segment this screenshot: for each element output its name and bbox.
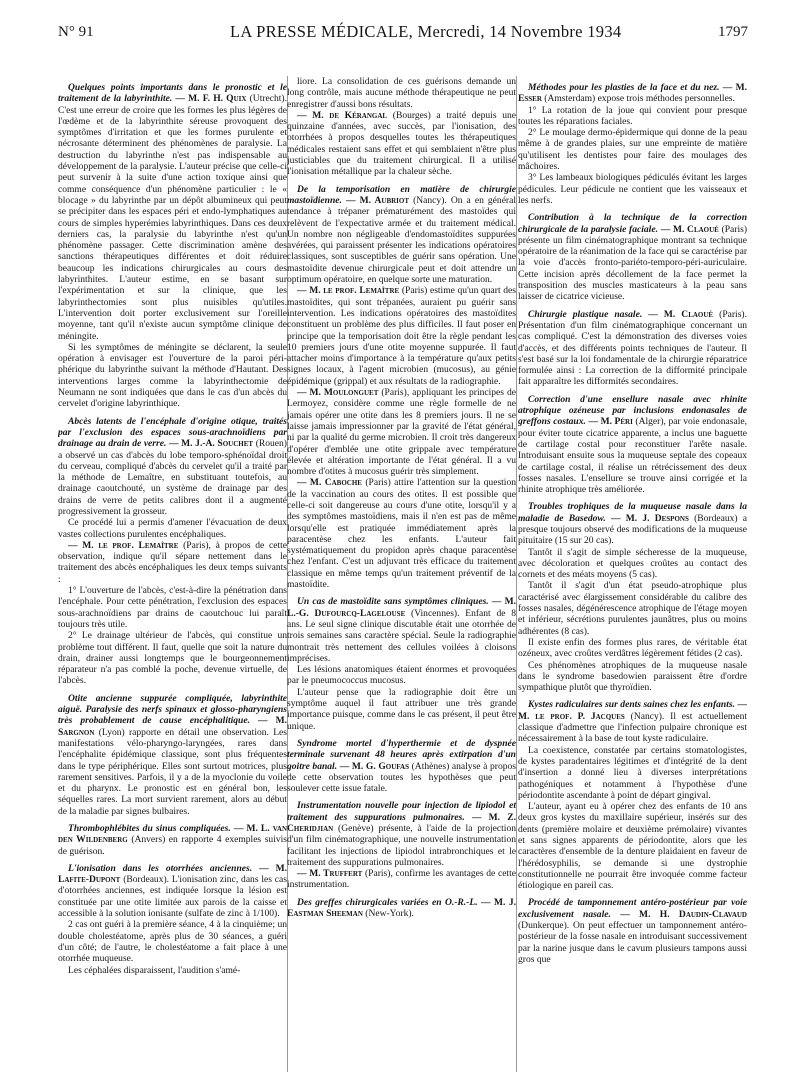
body-text: (Nancy). Il est actuellement classique d'admettre que l'infection pulpaire chronique est nécessairement à la base de tout kyste radiculaire. bbox=[518, 710, 747, 745]
article-paragraph-with-heading bbox=[518, 699, 747, 744]
article-heading: Chirurgie plastique nasale. bbox=[528, 308, 643, 320]
article-paragraph bbox=[518, 172, 747, 206]
article-paragraph bbox=[287, 477, 516, 590]
body-text: (Paris), à propos de cette observation, indique qu'il sépare nettement dans le traitement des abcès encéphaliques les deux temps suivants : bbox=[58, 539, 287, 585]
body-text: 2° Le drainage ultérieur de l'abcès, qui constitue un problème tout différent. Il faut, quelle que soit la nature du drain, drainer aussi longtemps que le bourgeonnement réparateur n'a pas comblé la poche, devenue virtuelle, de l'abcès. bbox=[58, 630, 287, 687]
body-text: (Paris) estime qu'un quart des mastoïdites, qui sont trépanées, auraient pu guérir sans intervention. Les indications opératoires des mastoïdites constituent un problème des plus difficiles. Il faut poser en principe que la temporisation doit être la règle pendant les 10 premiers jours d'une otite moyenne suppurée. Il faut attacher moins d'importance à la température qu'aux petits signes locaux, à l'agent microbien (mucosus), au génie épidémique (grippal) et aux résultats de la radiographie. bbox=[287, 285, 516, 387]
article-paragraph bbox=[518, 127, 747, 172]
article-paragraph-with-heading bbox=[518, 309, 747, 388]
column-divider bbox=[516, 76, 517, 1072]
body-text: 3° Les lambeaux biologiques pédiculés évitant les larges pédicules. Leur pédicule ne contient que les vaisseaux et les nerfs. bbox=[518, 172, 747, 206]
author-name: — M. Z. Cheridjian bbox=[287, 811, 516, 834]
article-heading: Otite ancienne suppurée compliquée, labyrinthite aiguë. Paralysie des nerfs spinaux et glosso-pharyngiens très probablement de cause encéphalitique. bbox=[58, 692, 287, 727]
author-name: — M. le prof. Lemaître bbox=[297, 285, 400, 297]
article-heading: Contribution à la technique de la correction chirurgicale de la paralysie faciale. bbox=[518, 212, 747, 235]
article-heading: Correction d'une ensellure nasale avec rhinite atrophique ozéneuse par inclusions endonasales de greffons costaux. bbox=[518, 393, 747, 428]
article-paragraph-with-heading bbox=[58, 863, 287, 919]
body-text: Ce procédé lui a permis d'amener l'évacuation de deux vastes collections purulentes encéphaliques. bbox=[58, 517, 287, 540]
body-text: Les céphalées disparaissent, l'audition s'amé- bbox=[68, 964, 241, 976]
body-text: 2 cas ont guéri à la première séance, 4 à la cinquième; un double cholestéatome, après plus de 30 séances, a guéri d'un côté; de l'autre, le cholestéatome a fait place à une otorrhée muqueuse. bbox=[58, 919, 287, 965]
article-heading: Méthodes pour les plasties de la face et du nez. bbox=[528, 82, 720, 93]
article-paragraph bbox=[58, 342, 287, 410]
article-heading: Kystes radiculaires sur dents saines chez les enfants. bbox=[528, 699, 735, 711]
article-paragraph bbox=[58, 919, 287, 964]
author-name: — M. Aubriot bbox=[345, 194, 410, 206]
body-text: 1° L'ouverture de l'abcès, c'est-à-dire la pénétration dans l'encéphale. Pour cette pénétration, l'exclusion des espaces sous-arachnoïdiens par drains de caoutchouc lui paraît toujours très utile. bbox=[58, 585, 287, 630]
column-left bbox=[58, 76, 287, 1074]
author-name: — M. F. H. Quix bbox=[175, 93, 247, 105]
body-text: (Paris) attire l'attention sur la question de la vaccination au cours des otites. Il est possible que celle-ci soit dangereuse au cours d'une otite, lorsqu'il y a des symptômes mastoïdiens, mais il n'en est pas de même lorsqu'elle est pratiquée immédiatement après la paracentèse chez les enfants. L'auteur fait systématiquement du propidon après chaque paracentèse chez l'enfant. C'est un adjuvant très efficace du traitement classique en même temps qu'un traitement préventif de la mastoïdite. bbox=[287, 477, 516, 591]
article-paragraph bbox=[287, 664, 516, 687]
article-paragraph-with-heading bbox=[58, 693, 287, 817]
body-text: (Vincennes). Enfant de 8 ans. Le seul signe clinique discutable était une otorrhée de trois semaines sans caractère spécial. Seule la radiographie montrait très nettement des cellules voilées à cloisons imprécises. bbox=[287, 607, 516, 664]
article-paragraph bbox=[518, 801, 747, 891]
body-text: (Anvers) en rapporte 4 exemples suivis de guérison. bbox=[58, 834, 287, 857]
body-text: Les lésions anatomiques étaient énormes et provoquées par le pneumococcus mucosus. bbox=[287, 664, 516, 687]
author-name: — M. le prof. Lemaître bbox=[68, 539, 179, 551]
body-text: Si les symptômes de méningite se déclarent, la seule opération à envisager est l'ouverture de la paroi péri-phérique du labyrinthe suivant la méthode d'Hautant. Des interventions larges comme la labyrinthectomie de Neumann ne sont indiquées que dans le cas d'un abcès du cervelet d'origine labyrinthique. bbox=[58, 341, 287, 410]
column-right bbox=[518, 76, 747, 1074]
article-paragraph-with-heading bbox=[518, 212, 747, 302]
article-heading: Quelques points importants dans le pronostic et le traitement de la labyrinthite. bbox=[58, 82, 287, 105]
article-paragraph bbox=[287, 687, 516, 732]
body-text: L'auteur, ayant eu à opérer chez des enfants de 10 ans deux gros kystes du maxillaire supérieur, insérés sur des dents (première molaire et deuxième prémolaire) vivantes et sans signes apparents de périodontite, alors que les caractères d'ensemble de la denture plaidaient en faveur de l'hérédosyphilis, se demande si une dystrophie constitutionnelle ne pourrait être invoquée comme facteur étiologique en pareil cas. bbox=[518, 801, 747, 892]
author-name: — M. Moulonguet bbox=[297, 387, 379, 399]
article-paragraph-with-heading bbox=[287, 184, 516, 286]
author-name: — M. J. Eastman Sheeman bbox=[287, 896, 516, 920]
article-paragraph-with-heading bbox=[287, 596, 516, 664]
author-name: — M. de Kérangal bbox=[297, 109, 388, 121]
author-name: — M. Esser bbox=[518, 82, 747, 105]
author-name: — M. G. Goufas bbox=[339, 760, 409, 772]
article-paragraph-with-heading bbox=[58, 823, 287, 857]
article-paragraph-with-heading bbox=[518, 897, 747, 965]
body-text: (Genève) présente, à l'aide de la projection d'un film cinématographique, une nouvelle instrumentation facilitant les injections de lipiodol intrabronchiques et le traitement des suppurations pulmonaires. bbox=[287, 823, 516, 868]
issue-number: N° 91 bbox=[58, 24, 94, 40]
article-heading: Troubles trophiques de la muqueuse nasale dans la maladie de Basedow. bbox=[518, 501, 747, 524]
article-paragraph-with-heading bbox=[287, 738, 516, 794]
body-text: (Rouen) a observé un cas d'abcès du lobe temporo-sphénoïdal droit du cerveau, compliqué d'abcès du cervelet qu'il a traité par la méthode de Lemaître, en substituant toutefois, au drainage caoutchouté, un système de drainage par des drains de verre de petits calibres dont il a augmenté progressivement la grosseur. bbox=[58, 438, 287, 517]
body-text: (Dunkerque). On peut effectuer un tamponnement antéro-postérieur de la fosse nasale en introduisant successivement par la narine jusque dans le cavum plusieurs tampons aussi gros que bbox=[518, 920, 747, 965]
journal-title: LA PRESSE MÉDICALE, Mercredi, 14 Novembre 1934 bbox=[230, 22, 622, 41]
article-heading: L'ionisation dans les otorrhées anciennes. bbox=[68, 862, 253, 874]
article-heading: Instrumentation nouvelle pour injection de lipiodol et traitement des suppurations pulmonaires. bbox=[287, 800, 516, 823]
article-paragraph-with-heading bbox=[287, 800, 516, 868]
body-text: (Lyon) rapporte en détail une observation. Les manifestations vélo-pharyngo-laryngées, rares dans l'encéphalite épidémique classique, sont plus fréquentes dans le type périphérique. Elles sont surtout motrices, plus rarement sensitives. Parfois, il y a de la myoclonie du voile et du pharynx. Le pronostic est en général bon, les séquelles rares. La mort survient rarement, alors au début de la maladie par signes bulbaires. bbox=[58, 726, 287, 817]
body-text: 1° La rotation de la joue qui convient pour presque toutes les réparations faciales. bbox=[518, 104, 747, 127]
article-paragraph bbox=[287, 285, 516, 387]
article-paragraph bbox=[287, 110, 516, 178]
body-text: (New-York). bbox=[365, 908, 414, 920]
article-paragraph bbox=[287, 868, 516, 891]
author-name: — M. Truffert bbox=[297, 868, 363, 880]
body-text: Ces phénomènes atrophiques de la muqueuse nasale dans le syndrome basedowien paraissent être d'ordre sympathique plutôt que thyroïdien. bbox=[518, 659, 747, 694]
article-paragraph bbox=[518, 580, 747, 636]
body-text: L'auteur pense que la radiographie doit être un symptôme auquel il faut attribuer une très grande importance puisque, comme dans le cas présent, il peut être unique. bbox=[287, 686, 516, 732]
article-paragraph-with-heading bbox=[287, 897, 516, 920]
body-text: (Athènes) analyse à propos de cette observation toutes les hypothèses que peut soulever cette issue fatale. bbox=[287, 760, 516, 795]
body-text: 2° Le moulage dermo-épidermique qui donne de la peau même à de grandes plaies, sur une empreinte de matière qu'utilisent les dentistes pour faire des moulages des mâchoires. bbox=[518, 127, 747, 173]
author-name: — M. le prof. P. Jacques bbox=[518, 699, 747, 722]
article-heading: Procédé de tamponnement antéro-postérieur par voie exclusivement nasale. bbox=[518, 897, 747, 920]
body-text: (Bourges) a traité depuis une quinzaine d'années, avec succès, par l'ionisation, des otorrhées à propos desquelles toutes les thérapeutiques médicales restaient sans effet et qui semblaient n'être plus justiciables que du traitement chirurgical. Il a utilisé l'ionisation métallique par la chaleur sèche. bbox=[287, 109, 516, 178]
body-text: (Paris). Présentation d'un film cinématographique concernant un cas compliqué. C'est la démonstration des diverses voies d'accès, et des différents points techniques de l'auteur. Il s'est basé sur la loi fondamentale de la chirurgie réparatrice formulée ainsi : La correction de la difformité principale fait apparaître les difformités secondaires. bbox=[518, 308, 747, 388]
author-name: — M. J. Despons bbox=[610, 512, 689, 524]
body-text: (Amsterdam) expose trois méthodes personnelles. bbox=[544, 93, 735, 105]
article-paragraph bbox=[287, 387, 516, 477]
author-name: — M. Lafite-Dupont bbox=[58, 862, 287, 886]
article-heading: Abcès latents de l'encéphale d'origine otique, traités par l'exclusion des espaces sous-arachnoïdiens par drainage au drain de verre. bbox=[58, 415, 287, 450]
article-paragraph bbox=[518, 660, 747, 694]
body-text: (Alger), par voie endonasale, pour éviter toute cicatrice apparente, a inclus une baguette de cartilage costal pour reconstituer l'arête nasale. Introduisant ensuite sous la muqueuse septale des copeaux de cartilage costal, il réalise un rétrécissement des deux fosses nasales. L'ensellure se trouve ainsi corrigée et la rhinite atrophique très améliorée. bbox=[518, 416, 747, 496]
column-middle bbox=[287, 76, 516, 1074]
body-text: Tantôt il s'agit d'un état pseudo-atrophique plus caractérisé avec élargissement considérable du calibre des fosses nasales, dégénérescence atrophique de l'étage moyen et inférieur, sécrétions purulentes jaunâtres, plus ou moins adhérentes (8 cas). bbox=[518, 580, 747, 637]
article-heading: Un cas de mastoïdite sans symptômes cliniques. bbox=[297, 596, 489, 608]
body-text: Tantôt il s'agit de simple sécheresse de la muqueuse, avec décoloration et quelques croûtes au contact des cornets et des méats moyens (5 cas). bbox=[518, 546, 747, 581]
article-paragraph bbox=[58, 540, 287, 585]
article-paragraph bbox=[58, 517, 287, 540]
article-paragraph bbox=[518, 745, 747, 801]
article-paragraph bbox=[518, 547, 747, 581]
author-name: — M. L. van den Wildenberg bbox=[58, 823, 287, 846]
article-paragraph-with-heading bbox=[518, 394, 747, 496]
article-paragraph-with-heading bbox=[58, 82, 287, 342]
body-text: La coexistence, constatée par certains stomatologistes, de kystes paradentaires légitimes et d'intégrité de la dent d'insertion a donné lieu à diverses interprétations pathogéniques et notamment à l'hypothèse d'une périodontite ascendante à point de départ gingival. bbox=[518, 744, 747, 801]
body-text: (Paris) présente un film cinématographique montrant sa technique opératoire de la réanimation de la face qui se caractérise par la voie d'accès fronto-pariéto-temporo-péri-auriculaire. Cette incision après décollement de la face permet la transposition des muscles masticateurs à la peau sans laisser de cicatrice vicieuse. bbox=[518, 223, 747, 303]
article-paragraph-with-heading bbox=[518, 501, 747, 546]
article-paragraph-with-heading bbox=[518, 82, 747, 105]
article-heading: Syndrome mortel d'hyperthermie et de dyspnée terminale survenant 48 heures après extirpation d'un goitre banal. bbox=[287, 737, 516, 772]
article-heading: Des greffes chirurgicales variées en O.-R.-L. bbox=[297, 896, 478, 908]
page-header bbox=[58, 16, 748, 46]
body-text: (Paris), appliquant les principes de Lermoyez, considère comme une règle formelle de ne jamais opérer une otite dans les 8 premiers jours. Il ne se laisse jamais impressionner par la gravité de l'état général, ni par la qualité du germe microbien. Il croit très dangereux d'opérer d'emblée une otite grippale avec température élevée et altération importante de l'état général. Il a vu nombre d'otites à mucosus guérir très simplement. bbox=[287, 387, 516, 478]
article-heading: Thrombophlébites du sinus compliquées. bbox=[68, 823, 231, 834]
author-name: — M. Claoué bbox=[648, 308, 714, 320]
article-paragraph bbox=[58, 585, 287, 630]
article-paragraph-with-heading bbox=[58, 416, 287, 518]
article-paragraph bbox=[518, 105, 747, 128]
article-paragraph bbox=[287, 76, 516, 110]
author-name: — M. Sargnon bbox=[58, 715, 287, 738]
article-paragraph bbox=[58, 630, 287, 686]
article-paragraph bbox=[58, 965, 287, 976]
page-number: 1797 bbox=[718, 24, 748, 40]
author-name: — M. Claoué bbox=[660, 223, 719, 235]
body-text: Il existe enfin des formes plus rares, de véritable état ozéneux, avec croûtes verdâtres légèrement fétides (2 cas). bbox=[518, 636, 747, 660]
article-heading: De la temporisation en matière de chirurgie mastoïdienne. bbox=[287, 183, 516, 206]
body-text: (Utrecht). C'est une erreur de croire que les formes les plus légères de l'œdème et de la labyrinthite séreuse provoquent des symptômes d'irritation et que les formes purulente et nécrosante déterminent des phénomènes de paralysie. La destruction du labyrinthe n'est pas indispensable au développement de la paralysie. L'auteur précise que celle-ci peut survenir à la suite d'une action toxique ainsi que comme conséquence d'un phénomène particulier : le « blocage » du labyrinthe par un dépôt albumineux qui peut se précipiter dans les espaces péri et endo-lymphatiques au cours de simples hyperémies labyrinthiques. Dans ces deux derniers cas, la paralysie du labyrinthe n'est qu'un phénomène passager. Cette discrimination amène des sanctions thérapeutiques différentes et doit réduire beaucoup les indications chirurgicales au cours des labyrinthites. L'auteur estime, en se basant sur l'expérimentation et sur la clinique, que les labyrinthectomies sont plus nuisibles qu'utiles. L'intervention doit porter exclusivement sur l'oreille moyenne, tant qu'il n'existe aucun symptôme clinique de méningite. bbox=[58, 93, 287, 342]
author-name: — M. Péri bbox=[588, 416, 633, 428]
body-text: liore. La consolidation de ces guérisons demande un long contrôle, mais aucune méthode thérapeutique ne peut enregistrer d'aussi bons résultats. bbox=[287, 76, 516, 110]
author-name: — M. L.-G. Dufourcq-Lagelouse bbox=[287, 596, 516, 619]
body-text: (Paris), confirme les avantages de cette instrumentation. bbox=[287, 868, 516, 891]
author-name: — M. Caboche bbox=[297, 477, 362, 489]
body-text: (Nancy). On a en général tendance à trépaner prématurément des mastoïdes qui relèvent de l'expectative armée et du traitement médical. Un nombre non négligeable d'endomastoïdites suppurées avérées, qui paraissent présenter les indications opératoires classiques, sont susceptibles de guérir sans opération. Une mastoïdite devenue chirurgicale peut et doit attendre un optimum opératoire, en quelque sorte une maturation. bbox=[287, 194, 516, 286]
author-name: — M. H. Daudin-Clavaud bbox=[620, 908, 747, 920]
article-paragraph bbox=[518, 637, 747, 660]
body-text: (Bordeaux) a presque toujours observé des modifications de la muqueuse pituitaire (15 sur 20 cas). bbox=[518, 512, 747, 547]
body-text: (Bordeaux). L'ionisation zinc, dans les cas d'otorrhées anciennes, est indiquée lorsque la lésion est constituée par une otite limitée aux parois de la caisse et accessible à la solution ionisante (sulfate de zinc à 1/100). bbox=[58, 874, 287, 920]
author-name: — M. J.-A. Souchet bbox=[168, 438, 254, 450]
